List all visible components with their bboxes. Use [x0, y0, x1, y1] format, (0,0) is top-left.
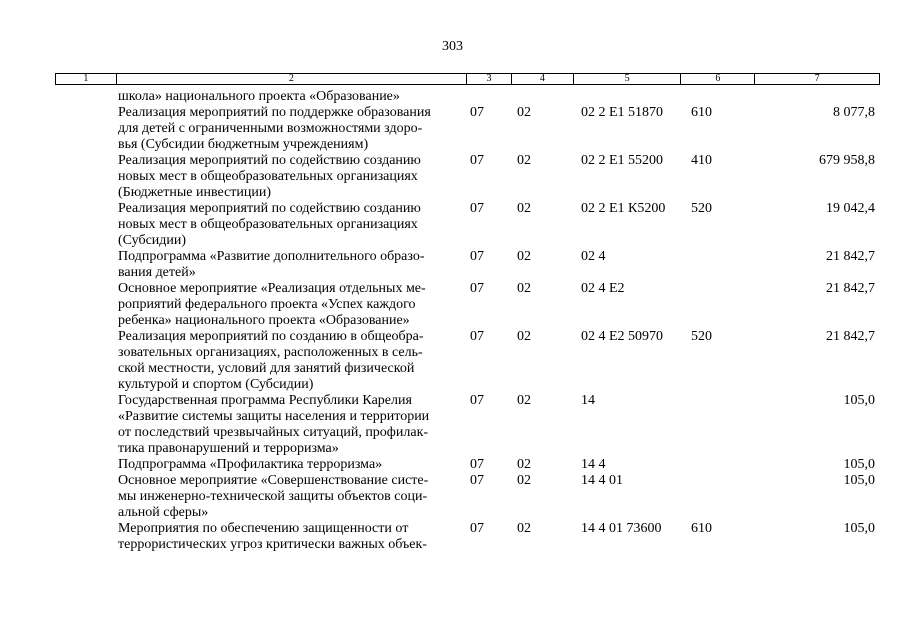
row-name: [118, 105, 463, 153]
row-amount: 19 042,4: [826, 201, 875, 216]
row-section-code: 07: [470, 201, 484, 216]
row-section-code: 07: [470, 521, 484, 536]
row-subsection-code: 02: [517, 329, 531, 344]
row-amount: 105,0: [843, 473, 875, 488]
row-name-line: Реализация мероприятий по поддержке образования: [118, 105, 431, 120]
row-name-line: роприятий федерального проекта «Успех каждого: [118, 297, 416, 312]
row-amount: 105,0: [843, 393, 875, 408]
row-section-code: 07: [470, 393, 484, 408]
row-target-article: 14: [581, 393, 595, 408]
row-subsection-code: 02: [517, 281, 531, 296]
row-amount: 105,0: [843, 457, 875, 472]
row-name: [118, 89, 463, 105]
row-name-line: «Развитие системы защиты населения и территории: [118, 409, 430, 424]
row-subsection-code: 02: [517, 393, 531, 408]
row-expense-type: 610: [691, 521, 712, 536]
row-target-article: 02 2 E1 51870: [581, 105, 664, 120]
column-number-3: 3: [467, 74, 512, 84]
row-subsection-code: 02: [517, 249, 531, 264]
row-subsection-code: 02: [517, 521, 531, 536]
row-subsection-code: 02: [517, 201, 531, 216]
row-amount: 105,0: [843, 521, 875, 536]
row-amount: 679 958,8: [819, 153, 875, 168]
table-column-header: [55, 73, 880, 85]
column-number-5: 5: [574, 74, 682, 84]
table-row: [0, 281, 905, 329]
row-name-line: Государственная программа Республики Карелия: [118, 393, 412, 408]
row-name-line: школа» национального проекта «Образование»: [118, 89, 400, 104]
row-name: [118, 457, 463, 473]
row-amount: 21 842,7: [826, 249, 875, 264]
row-section-code: 07: [470, 153, 484, 168]
row-section-code: 07: [470, 281, 484, 296]
row-name: [118, 201, 463, 249]
row-name-line: Реализация мероприятий по содействию созданию: [118, 201, 421, 216]
row-amount: 8 077,8: [833, 105, 875, 120]
row-name-line: (Бюджетные инвестиции): [118, 185, 272, 200]
row-subsection-code: 02: [517, 153, 531, 168]
row-name-line: для детей с ограниченными возможностями здоро-: [118, 121, 423, 136]
row-name: [118, 281, 463, 329]
row-target-article: 14 4: [581, 457, 606, 472]
row-target-article: 02 4: [581, 249, 606, 264]
row-subsection-code: 02: [517, 457, 531, 472]
row-name-line: новых мест в общеобразовательных организациях: [118, 169, 418, 184]
row-amount: 21 842,7: [826, 281, 875, 296]
row-name-line: альной сферы»: [118, 505, 209, 520]
column-number-1: 1: [56, 74, 117, 84]
row-section-code: 07: [470, 249, 484, 264]
row-name-line: Реализация мероприятий по содействию созданию: [118, 153, 421, 168]
row-name-line: Основное мероприятие «Реализация отдельных ме-: [118, 281, 426, 296]
row-amount: 21 842,7: [826, 329, 875, 344]
column-number-7: 7: [814, 73, 820, 84]
table-row: [0, 473, 905, 521]
row-section-code: 07: [470, 457, 484, 472]
row-target-article: 02 4 E2 50970: [581, 329, 664, 344]
row-section-code: 07: [470, 105, 484, 120]
row-name-line: Основное мероприятие «Совершенствование систе-: [118, 473, 429, 488]
table-row: [0, 521, 905, 553]
row-name-line: мы инженерно-технической защиты объектов соци-: [118, 489, 428, 504]
row-section-code: 07: [470, 473, 484, 488]
row-name-line: Мероприятия по обеспечению защищенности от: [118, 521, 409, 536]
row-name-line: Реализация мероприятий по созданию в общеобра-: [118, 329, 424, 344]
row-name: [118, 153, 463, 201]
row-name: [118, 329, 463, 393]
row-name: [118, 249, 463, 281]
row-expense-type: 610: [691, 105, 712, 120]
row-name-line: ребенка» национального проекта «Образование»: [118, 313, 410, 328]
row-name-line: от последствий чрезвычайных ситуаций, профилак-: [118, 425, 429, 440]
table-row: [0, 153, 905, 201]
table-row: [0, 329, 905, 393]
row-expense-type: 410: [691, 153, 712, 168]
row-name: [118, 393, 463, 457]
budget-table-body: [0, 89, 905, 553]
table-row: [0, 457, 905, 473]
row-name: [118, 473, 463, 521]
table-row: [0, 393, 905, 457]
row-name-line: новых мест в общеобразовательных организациях: [118, 217, 418, 232]
page-number: 303: [442, 39, 463, 54]
row-target-article: 14 4 01: [581, 473, 623, 488]
row-target-article: 14 4 01 73600: [581, 521, 662, 536]
column-number-2: 2: [117, 74, 467, 84]
row-name-line: вья (Субсидии бюджетным учреждениям): [118, 137, 369, 152]
column-number-6: 6: [681, 74, 755, 84]
row-name-line: культурой и спортом (Субсидии): [118, 377, 314, 392]
row-name-line: вания детей»: [118, 265, 196, 280]
row-subsection-code: 02: [517, 473, 531, 488]
table-row: [0, 201, 905, 249]
row-section-code: 07: [470, 329, 484, 344]
row-expense-type: 520: [691, 201, 712, 216]
table-row: [0, 105, 905, 153]
row-name-line: Подпрограмма «Профилактика терроризма»: [118, 457, 383, 472]
row-name-line: Подпрограмма «Развитие дополнительного образо-: [118, 249, 425, 264]
column-number-4: 4: [512, 74, 574, 84]
table-row: [0, 89, 905, 105]
row-name-line: зовательных организациях, расположенных в сель-: [118, 345, 423, 360]
row-name-line: ской местности, условий для занятий физической: [118, 361, 415, 376]
row-target-article: 02 2 E1 К5200: [581, 201, 666, 216]
row-target-article: 02 4 E2: [581, 281, 625, 296]
row-expense-type: 520: [691, 329, 712, 344]
row-target-article: 02 2 E1 55200: [581, 153, 664, 168]
row-name-line: (Субсидии): [118, 233, 187, 248]
row-name: [118, 521, 463, 553]
table-row: [0, 249, 905, 281]
row-name-line: тика правонарушений и терроризма»: [118, 441, 339, 456]
row-subsection-code: 02: [517, 105, 531, 120]
row-name-line: террористических угроз критически важных объек-: [118, 537, 427, 552]
